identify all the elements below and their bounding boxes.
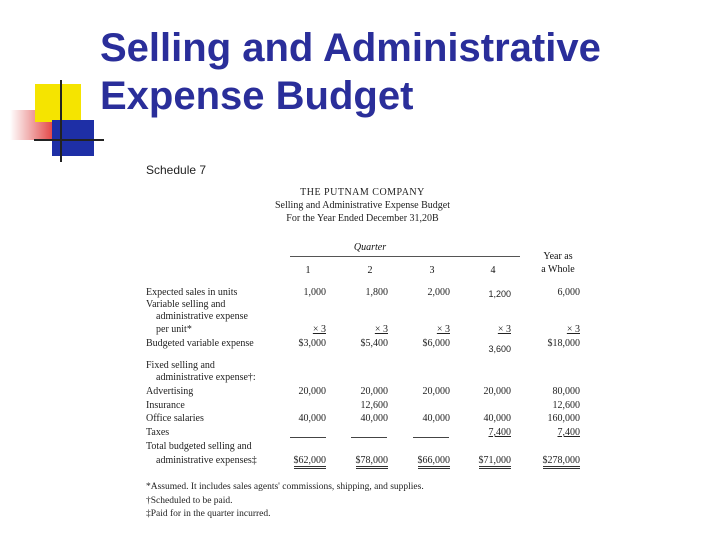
column-header-q1: 1	[305, 265, 311, 276]
cell-per-unit-q4: × 3	[497, 324, 511, 335]
cell-budgeted-variable-q3: $6,000	[422, 338, 450, 349]
total-q3-value: $66,000	[418, 455, 451, 469]
cell-per-unit-q1: × 3	[312, 324, 326, 335]
cell-budgeted-variable-q4: 3,600	[488, 344, 511, 354]
cell-total-q3	[390, 455, 450, 467]
column-header-q3: 3	[429, 265, 435, 276]
cell-advertising-year: 80,000	[552, 386, 580, 397]
total-q4-value: $71,000	[479, 455, 512, 469]
statement-period: For the Year Ended December 31,20B	[286, 213, 439, 224]
row-label-insurance: Insurance	[146, 400, 185, 411]
cell-office-salaries-q2: 40,000	[360, 413, 388, 424]
cell-advertising-q3: 20,000	[422, 386, 450, 397]
slide-title-line-2: Expense Budget	[100, 74, 414, 118]
cell-office-salaries-year: 160,000	[547, 413, 580, 424]
row-label-total-2: administrative expenses‡	[156, 455, 257, 466]
total-q2-value: $78,000	[356, 455, 389, 469]
cell-advertising-q4: 20,000	[483, 386, 511, 397]
row-label-budgeted-variable: Budgeted variable expense	[146, 338, 254, 349]
row-label-per-unit: per unit*	[156, 324, 192, 335]
row-label-office-salaries: Office salaries	[146, 413, 204, 424]
cell-office-salaries-q1: 40,000	[298, 413, 326, 424]
cell-per-unit-q2: × 3	[374, 324, 388, 335]
taxes-q3-rule	[413, 437, 449, 438]
taxes-q1-rule	[290, 437, 326, 438]
company-name: THE PUTNAM COMPANY	[300, 187, 425, 198]
footnote-paid: ‡Paid for in the quarter incurred.	[146, 509, 271, 519]
cell-taxes-year: 7,400	[557, 427, 580, 438]
quarter-heading-rule	[290, 256, 520, 257]
cell-expected-sales-year: 6,000	[557, 287, 580, 298]
decorative-horizontal-line	[34, 139, 104, 141]
slide-title	[100, 24, 710, 120]
cell-insurance-year: 12,600	[552, 400, 580, 411]
cell-insurance-q2: 12,600	[360, 400, 388, 411]
column-header-q4: 4	[490, 265, 496, 276]
cell-expected-sales-q4: 1,200	[488, 289, 511, 299]
year-label-line-2: a Whole	[541, 264, 575, 275]
cell-total-year	[520, 455, 580, 467]
statement-title: Selling and Administrative Expense Budget	[275, 200, 450, 211]
cell-taxes-q4: 7,400	[488, 427, 511, 438]
column-header-q2: 2	[367, 265, 373, 276]
cell-advertising-q1: 20,000	[298, 386, 326, 397]
year-label-line-1: Year as	[543, 251, 573, 262]
cell-office-salaries-q4: 40,000	[483, 413, 511, 424]
row-label-advertising: Advertising	[146, 386, 194, 397]
schedule-label: Schedule 7	[146, 163, 207, 177]
cell-advertising-q2: 20,000	[360, 386, 388, 397]
footnote-scheduled: †Scheduled to be paid.	[146, 496, 233, 506]
total-q1-value: $62,000	[294, 455, 327, 469]
cell-expected-sales-q2: 1,800	[365, 287, 388, 298]
decorative-blue-block	[52, 120, 94, 156]
row-label-fixed-1: Fixed selling and	[146, 360, 215, 371]
row-label-variable-2: administrative expense	[156, 311, 248, 322]
cell-budgeted-variable-q1: $3,000	[298, 338, 326, 349]
footnote-assumed: *Assumed. It includes sales agents' commissions, shipping, and supplies.	[146, 482, 424, 492]
row-label-total-1: Total budgeted selling and	[146, 441, 252, 452]
cell-per-unit-year: × 3	[566, 324, 580, 335]
cell-budgeted-variable-year: $18,000	[547, 338, 580, 349]
cell-expected-sales-q3: 2,000	[427, 287, 450, 298]
row-label-variable-1: Variable selling and	[146, 299, 226, 310]
slide-title-line-1: Selling and Administrative	[100, 26, 601, 70]
cell-total-q2	[328, 455, 388, 467]
cell-expected-sales-q1: 1,000	[303, 287, 326, 298]
column-header-year	[528, 250, 588, 276]
quarter-heading: Quarter	[353, 242, 387, 253]
row-label-expected-sales: Expected sales in units	[146, 287, 238, 298]
cell-total-q4	[451, 455, 511, 467]
row-label-fixed-2: administrative expense†:	[156, 372, 256, 383]
cell-total-q1	[266, 455, 326, 467]
decorative-yellow-block	[35, 84, 81, 122]
cell-per-unit-q3: × 3	[436, 324, 450, 335]
cell-office-salaries-q3: 40,000	[422, 413, 450, 424]
decorative-vertical-line	[60, 80, 62, 162]
taxes-q2-rule	[351, 437, 387, 438]
total-year-value: $278,000	[543, 455, 581, 469]
row-label-taxes: Taxes	[146, 427, 170, 438]
cell-budgeted-variable-q2: $5,400	[360, 338, 388, 349]
